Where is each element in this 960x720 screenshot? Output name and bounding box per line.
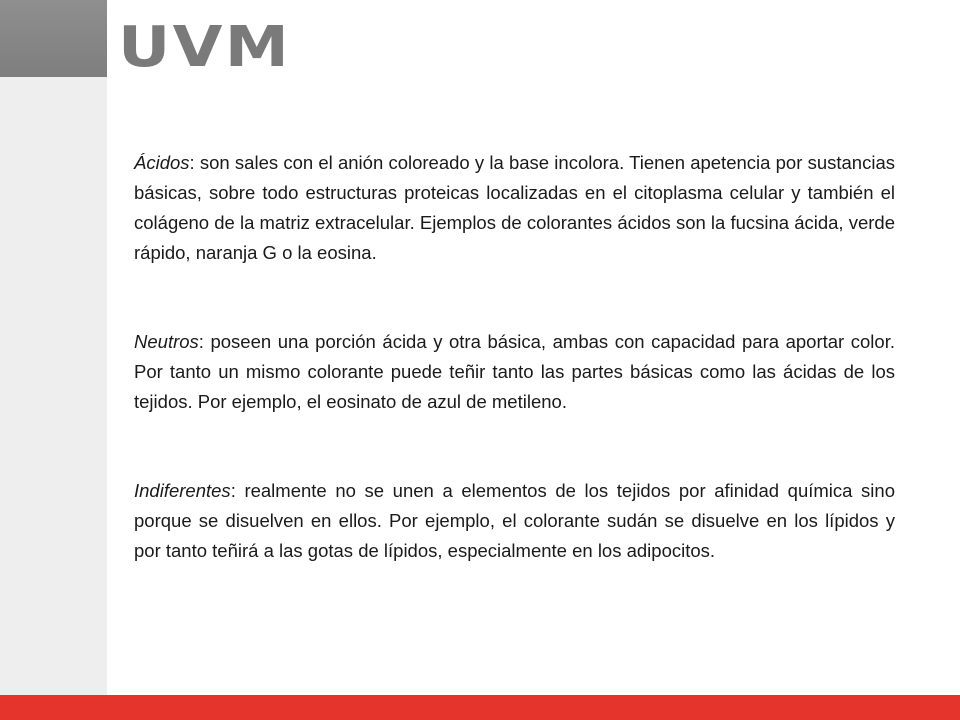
term-neutros: Neutros bbox=[134, 331, 199, 352]
definition-acidos: : son sales con el anión coloreado y la base incolora. Tienen apetencia por sustancias básicas, sobre todo estructuras proteicas localizadas en el citoplasma celular y también el colágeno de la matriz extracelular. Ejemplos de colorantes ácidos son la fucsina ácida, verde rápido, naranja G o la eosina. bbox=[134, 152, 895, 263]
definition-indiferentes: : realmente no se unen a elementos de los tejidos por afinidad química sino porque se disuelven en ellos. Por ejemplo, el colorante sudán se disuelve en los lípidos y por tanto teñirá a las gotas de lípidos, especialmente en los adipocitos. bbox=[134, 480, 895, 561]
paragraph-neutros bbox=[134, 327, 895, 417]
paragraph-acidos bbox=[134, 148, 895, 268]
content-body bbox=[134, 148, 895, 566]
paragraph-indiferentes bbox=[134, 476, 895, 566]
definition-neutros: : poseen una porción ácida y otra básica, ambas con capacidad para aportar color. Por tanto un mismo colorante puede teñir tanto las partes básicas como las ácidas de los tejidos. Por ejemplo, el eosinato de azul de metileno. bbox=[134, 331, 895, 412]
term-indiferentes: Indiferentes bbox=[134, 480, 231, 501]
term-acidos: Ácidos bbox=[134, 152, 190, 173]
logo-gray-square bbox=[0, 0, 107, 77]
left-sidebar-band bbox=[0, 0, 107, 695]
uvm-logo: UVM bbox=[118, 15, 292, 80]
bottom-red-bar bbox=[0, 695, 960, 720]
